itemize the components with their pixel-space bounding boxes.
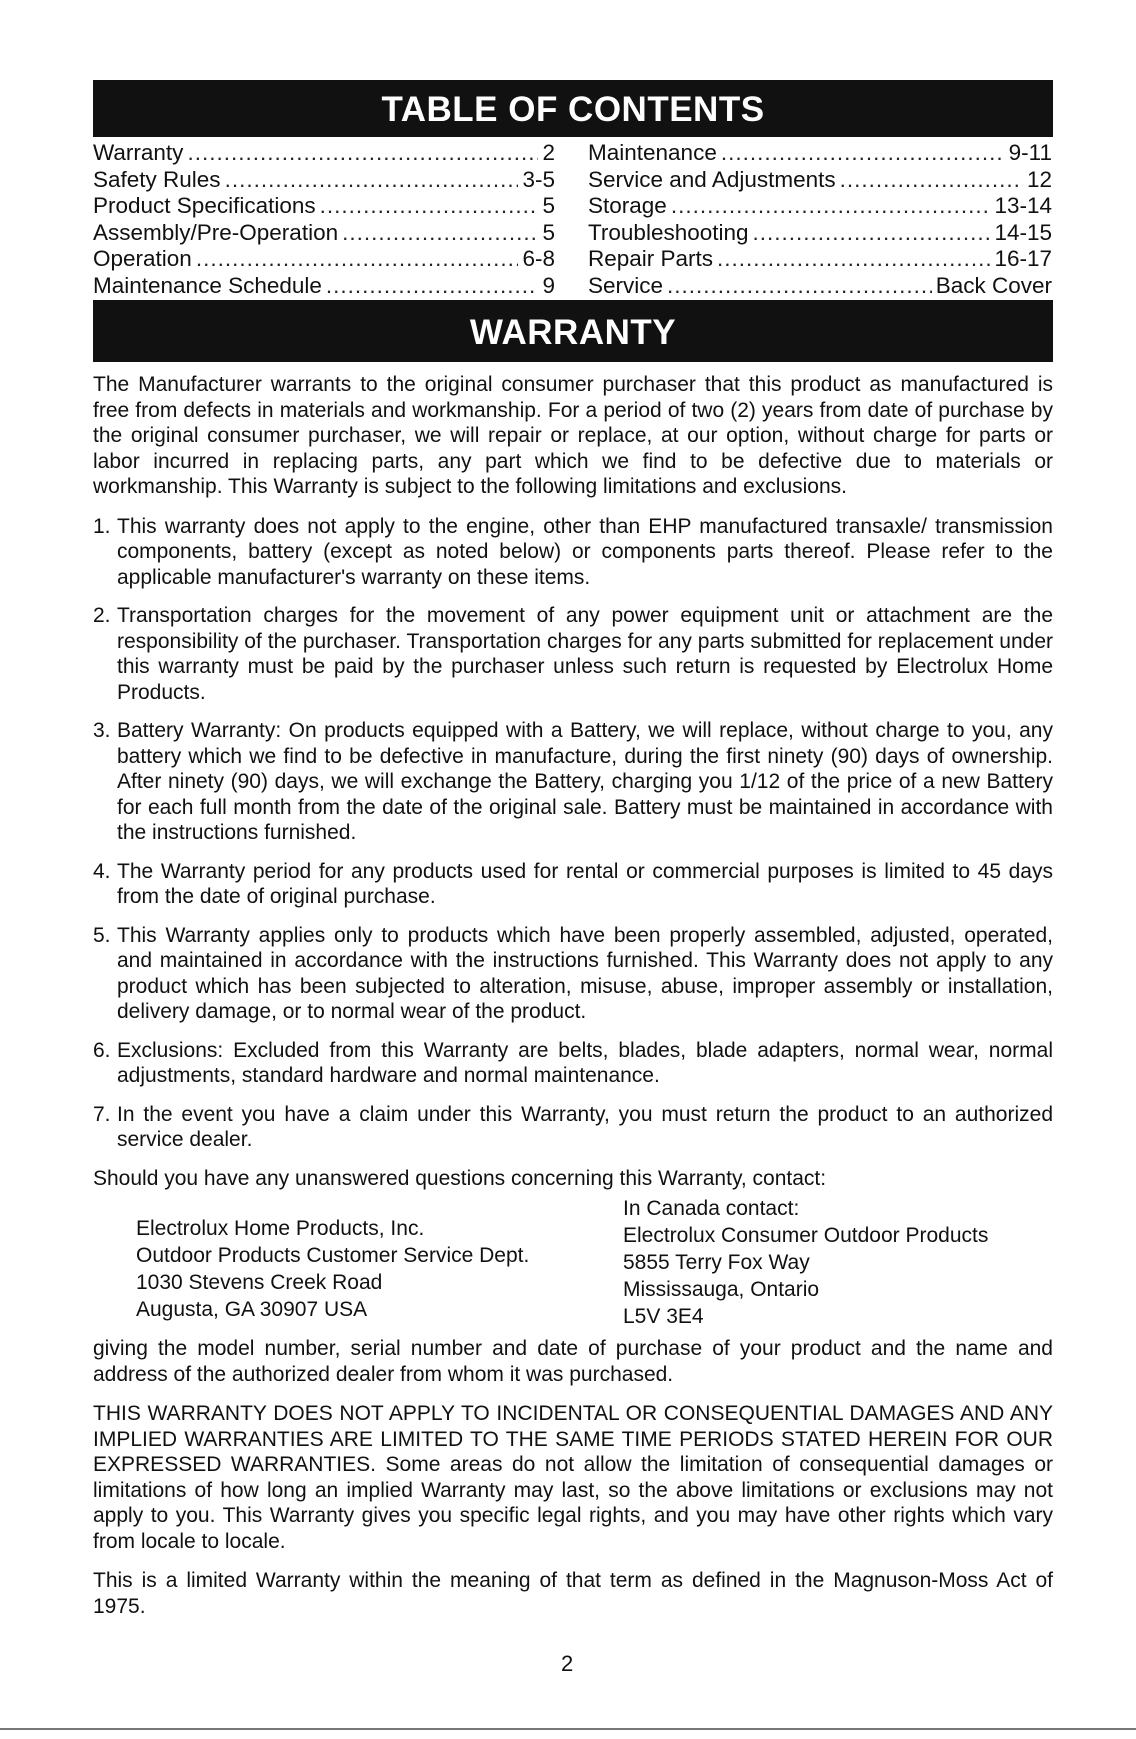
toc-entry[interactable] [93, 273, 555, 300]
toc-entry-page: 5 [542, 219, 555, 245]
toc-entry[interactable] [588, 220, 1052, 247]
toc-entry-label: Maintenance Schedule [93, 272, 322, 298]
address-line: 5855 Terry Fox Way [623, 1251, 810, 1274]
toc-entry-label: Repair Parts [588, 246, 714, 271]
list-item-text: Battery Warranty: On products equipped with a Battery, we will replace, without charge to you, any battery which we find to be defective in manufacture, during the first ninety (90) days of ownership. After ninety (90) days, we will exchange the Battery, charging you 1/12 of the price of a new Battery for each full month from the date of the original sale. Battery must be maintained in accordance with the instructions furnished. [117, 719, 1053, 844]
toc-entry[interactable] [588, 273, 1052, 300]
toc-entry-page: 3-5 [522, 166, 555, 192]
toc-entry-label: Service and Adjustments [588, 166, 836, 192]
toc-entry-page: 12 [1026, 166, 1052, 192]
toc-entry-label: Warranty [93, 140, 184, 165]
address-line: Outdoor Products Customer Service Dept. [136, 1244, 530, 1267]
toc-entry-page: 9-11 [1008, 140, 1052, 165]
list-item-number: 7. [93, 1102, 111, 1126]
toc-leader [326, 273, 539, 300]
toc-entry[interactable] [588, 246, 1052, 273]
toc-leader [225, 167, 519, 194]
list-item-number: 5. [93, 923, 111, 947]
toc-entry[interactable] [588, 140, 1052, 167]
toc-leader [840, 167, 1023, 194]
address-line: In Canada contact: [623, 1197, 800, 1220]
toc-entry-label: Assembly/Pre-Operation [93, 219, 339, 245]
toc-left-column [93, 140, 555, 299]
toc-entry[interactable] [588, 167, 1052, 194]
page-number: 2 [561, 1651, 574, 1676]
warranty-list [93, 514, 1053, 1153]
toc-entry-page: 9 [542, 272, 555, 298]
toc-entry[interactable] [93, 220, 555, 247]
toc-leader [320, 193, 539, 220]
toc-entry-label: Operation [93, 246, 192, 271]
toc-leader [717, 246, 990, 273]
toc-entry-label: Service [588, 272, 664, 298]
warranty-heading: WARRANTY [93, 300, 1053, 362]
toc-leader [342, 220, 538, 247]
address-line: Augusta, GA 30907 USA [136, 1298, 368, 1321]
list-item [93, 514, 1053, 591]
toc-entry-label: Product Specifications [93, 193, 316, 218]
warranty-disclaimer: THIS WARRANTY DOES NOT APPLY TO INCIDENTAL OR CONSEQUENTIAL DAMAGES AND ANY IMPLIED WARRANTIES ARE LIMITED TO THE SAME TIME PERIODS STATED HEREIN FOR OUR EXPRESSED WARRANTIES. Some areas do not allow the limitation of consequential damages or limitations of how long an implied Warranty may last, so the above limitations or exclusions may not apply to you. This Warranty gives you specific legal rights, and you may have other rights which vary from locale to locale. [93, 1402, 1053, 1553]
address-line: L5V 3E4 [623, 1305, 704, 1328]
list-item-number: 6. [93, 1038, 111, 1062]
toc-entry-page: 14-15 [994, 219, 1052, 245]
toc-right-column [588, 140, 1052, 299]
toc-heading: TABLE OF CONTENTS [93, 80, 1053, 137]
toc-entry-page: 6-8 [522, 246, 555, 271]
list-item-text: Transportation charges for the movement of any power equipment unit or attachment are the responsibility of the purchaser. Transportation charges for any parts submitted for replacement under this warranty must be paid by the purchaser unless such return is requested by Electrolux Home Products. [117, 604, 1053, 704]
toc-entry[interactable] [93, 167, 555, 194]
toc-entry-label: Storage [588, 193, 667, 218]
address-line: Mississauga, Ontario [623, 1278, 820, 1301]
toc-entry-page: 16-17 [994, 246, 1052, 271]
toc-entry-label: Troubleshooting [588, 219, 749, 245]
toc-leader [753, 220, 991, 247]
claim-instructions: giving the model number, serial number and date of purchase of your product and the name and address of the authorized dealer from whom it was purchased. [93, 1337, 1053, 1386]
contact-intro: Should you have any unanswered questions concerning this Warranty, contact: [93, 1166, 827, 1190]
list-item-text: The Warranty period for any products used for rental or commercial purposes is limited to 45 days from the date of original purchase. [117, 859, 1053, 908]
list-item [93, 603, 1053, 705]
list-item-number: 2. [93, 604, 111, 627]
toc-entry[interactable] [93, 140, 555, 167]
list-item [93, 859, 1053, 910]
list-item-text: This warranty does not apply to the engine, other than EHP manufactured transaxle/ transmission components, battery (except as noted below) or components parts thereof. Please refer to the applicable manufacturer's warranty on these items. [117, 514, 1053, 589]
toc-entry[interactable] [588, 193, 1052, 220]
toc-entry[interactable] [93, 246, 555, 273]
list-item-number: 3. [93, 719, 111, 742]
warranty-intro: The Manufacturer warrants to the original consumer purchaser that this product as manufactured is free from defects in materials and workmanship. For a period of two (2) years from date of purchase by the original consumer purchaser, we will repair or replace, at our option, without charge for parts or labor incurred in replacing parts, any part which we find to be defective due to materials or workmanship. This Warranty is subject to the following limitations and exclusions. [93, 373, 1053, 498]
list-item-text: In the event you have a claim under this Warranty, you must return the product to an authorized service dealer. [117, 1102, 1053, 1151]
list-item [93, 923, 1053, 1025]
list-item-text: Exclusions: Excluded from this Warranty are belts, blades, blade adapters, normal wear, normal adjustments, standard hardware and normal maintenance. [117, 1038, 1053, 1087]
list-item-number: 1. [93, 514, 111, 538]
list-item [93, 1038, 1053, 1089]
toc-leader [721, 140, 1005, 167]
warranty-body [93, 372, 1053, 1633]
list-item-number: 4. [93, 859, 111, 883]
us-contact-address [136, 1215, 529, 1330]
toc-leader [667, 273, 932, 300]
toc-entry-page: 5 [542, 193, 555, 218]
contact-block [93, 1195, 1053, 1330]
toc-entry-label: Safety Rules [93, 166, 221, 192]
list-item [93, 718, 1053, 846]
toc-leader [187, 140, 538, 167]
canada-contact-address [623, 1195, 1053, 1330]
toc-entry[interactable] [93, 193, 555, 220]
toc-entry-page: Back Cover [935, 272, 1052, 298]
toc-entry-page: 2 [542, 140, 555, 165]
list-item [93, 1102, 1053, 1153]
address-line: Electrolux Consumer Outdoor Products [623, 1224, 989, 1247]
toc-leader [196, 246, 519, 273]
address-line: 1030 Stevens Creek Road [136, 1271, 383, 1294]
list-item-text: This Warranty applies only to products which have been properly assembled, adjusted, operated, and maintained in accordance with the instructions furnished. This Warranty does not apply to any product which has been subjected to alteration, misuse, abuse, improper assembly or installation, delivery damage, or to normal wear of the product. [117, 923, 1053, 1023]
address-line: Electrolux Home Products, Inc. [136, 1217, 425, 1240]
toc-entry-page: 13-14 [994, 193, 1052, 218]
warranty-closing: This is a limited Warranty within the meaning of that term as defined in the Magnuson-Moss Act of 1975. [93, 1569, 1053, 1618]
toc-leader [671, 193, 991, 220]
bottom-rule [0, 1728, 1136, 1730]
toc-entry-label: Maintenance [588, 140, 717, 165]
